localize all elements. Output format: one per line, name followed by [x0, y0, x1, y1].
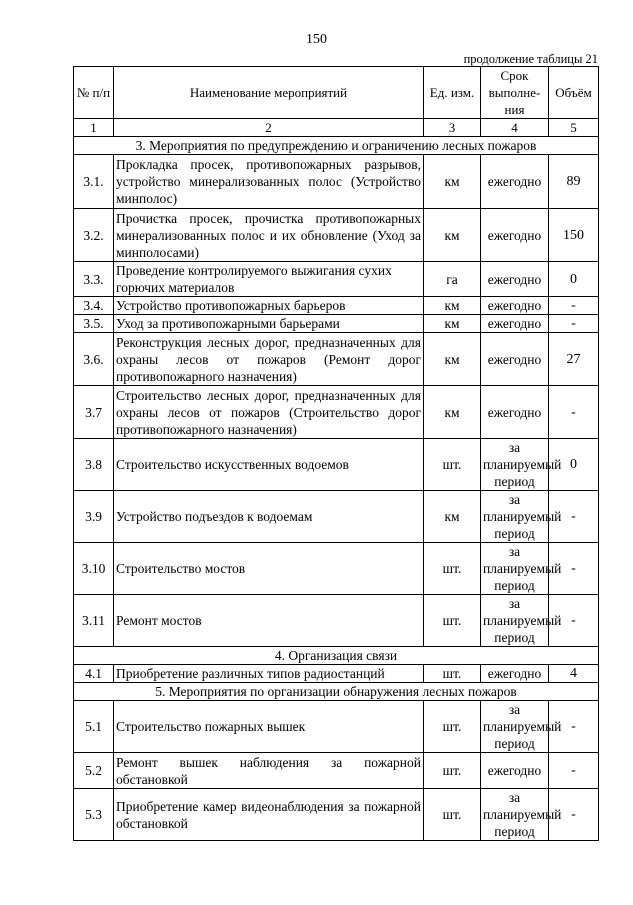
- row-unit: км: [424, 386, 481, 439]
- row-period: ежегодно: [481, 297, 549, 315]
- row-unit: км: [424, 315, 481, 333]
- header-num: № п/п: [74, 67, 114, 119]
- row-volume: 0: [549, 439, 599, 491]
- row-unit: шт.: [424, 701, 481, 753]
- row-volume: 0: [549, 262, 599, 297]
- row-unit: км: [424, 155, 481, 209]
- row-num: 3.6.: [74, 333, 114, 386]
- row-period: за планируемый период: [481, 595, 549, 647]
- table-row: [74, 665, 599, 683]
- table-row: [74, 297, 599, 315]
- table-row: [74, 386, 599, 439]
- row-period: ежегодно: [481, 753, 549, 789]
- row-unit: га: [424, 262, 481, 297]
- column-number: 1: [74, 119, 114, 137]
- row-volume: -: [549, 491, 599, 543]
- row-unit: км: [424, 297, 481, 315]
- row-num: 5.2: [74, 753, 114, 789]
- table-row: [74, 315, 599, 333]
- row-name: Устройство противопожарных барьеров: [114, 297, 424, 315]
- row-name: Строительство пожарных вышек: [114, 701, 424, 753]
- row-period: за планируемый период: [481, 789, 549, 841]
- measures-table: [73, 66, 599, 841]
- row-num: 3.10: [74, 543, 114, 595]
- table-row: [74, 543, 599, 595]
- row-name: Приобретение камер видеонаблюдения за пожарной обстановкой: [114, 789, 424, 841]
- table-continuation-label: продолжение таблицы 21: [463, 52, 598, 66]
- table-row: [74, 333, 599, 386]
- row-period: ежегодно: [481, 333, 549, 386]
- column-number: 4: [481, 119, 549, 137]
- row-name: Устройство подъездов к водоемам: [114, 491, 424, 543]
- header-volume: Объём: [549, 67, 599, 119]
- section-title: 4. Организация связи: [74, 647, 599, 665]
- row-name: Ремонт вышек наблюдения за пожарной обстановкой: [114, 753, 424, 789]
- row-name: Строительство искусственных водоемов: [114, 439, 424, 491]
- row-volume: -: [549, 297, 599, 315]
- header-unit: Ед. изм.: [424, 67, 481, 119]
- row-unit: шт.: [424, 753, 481, 789]
- row-name: Уход за противопожарными барьерами: [114, 315, 424, 333]
- row-num: 3.8: [74, 439, 114, 491]
- table-row: [74, 155, 599, 209]
- row-period: ежегодно: [481, 155, 549, 209]
- table-row: [74, 753, 599, 789]
- row-unit: шт.: [424, 665, 481, 683]
- row-name: Приобретение различных типов радиостанций: [114, 665, 424, 683]
- row-volume: -: [549, 595, 599, 647]
- header-name: Наименование мероприятий: [114, 67, 424, 119]
- row-period: за планируемый период: [481, 543, 549, 595]
- row-num: 4.1: [74, 665, 114, 683]
- row-unit: км: [424, 333, 481, 386]
- row-period: ежегодно: [481, 386, 549, 439]
- row-unit: км: [424, 491, 481, 543]
- row-unit: шт.: [424, 789, 481, 841]
- table-header-row: [74, 67, 599, 119]
- table-row: [74, 262, 599, 297]
- row-num: 3.11: [74, 595, 114, 647]
- row-volume: -: [549, 543, 599, 595]
- row-period: за планируемый период: [481, 491, 549, 543]
- row-period: ежегодно: [481, 665, 549, 683]
- table-row: [74, 439, 599, 491]
- row-period: ежегодно: [481, 209, 549, 262]
- row-unit: км: [424, 209, 481, 262]
- row-volume: 89: [549, 155, 599, 209]
- table-row: [74, 595, 599, 647]
- row-name: Строительство мостов: [114, 543, 424, 595]
- section-row: [74, 137, 599, 155]
- row-num: 3.5.: [74, 315, 114, 333]
- row-unit: шт.: [424, 439, 481, 491]
- row-volume: 4: [549, 665, 599, 683]
- row-volume: 150: [549, 209, 599, 262]
- column-number-row: [74, 119, 599, 137]
- row-period: ежегодно: [481, 262, 549, 297]
- row-num: 5.3: [74, 789, 114, 841]
- table-row: [74, 209, 599, 262]
- row-num: 3.4.: [74, 297, 114, 315]
- row-name: Строительство лесных дорог, предназначенных для охраны лесов от пожаров (Строительство дорог противопожарного назначения): [114, 386, 424, 439]
- row-name: Ремонт мостов: [114, 595, 424, 647]
- row-name: Проведение контролируемого выжигания сухих горючих материалов: [114, 262, 424, 297]
- row-period: за планируемый период: [481, 701, 549, 753]
- table-row: [74, 789, 599, 841]
- table-row: [74, 491, 599, 543]
- row-period: ежегодно: [481, 315, 549, 333]
- row-name: Прочистка просек, прочистка противопожарных минерализованных полос и их обновление (Уход за минполосами): [114, 209, 424, 262]
- table-row: [74, 701, 599, 753]
- row-num: 3.1.: [74, 155, 114, 209]
- row-name: Реконструкция лесных дорог, предназначенных для охраны лесов от пожаров (Ремонт дорог противопожарного назначения): [114, 333, 424, 386]
- row-unit: шт.: [424, 595, 481, 647]
- row-volume: -: [549, 386, 599, 439]
- section-title: 3. Мероприятия по предупреждению и ограничению лесных пожаров: [74, 137, 599, 155]
- row-unit: шт.: [424, 543, 481, 595]
- row-name: Прокладка просек, противопожарных разрывов, устройство минерализованных полос (Устройство минполос): [114, 155, 424, 209]
- column-number: 3: [424, 119, 481, 137]
- row-volume: -: [549, 315, 599, 333]
- section-row: [74, 647, 599, 665]
- column-number: 2: [114, 119, 424, 137]
- row-num: 3.9: [74, 491, 114, 543]
- row-num: 3.3.: [74, 262, 114, 297]
- row-num: 3.7: [74, 386, 114, 439]
- row-period: за планируемый период: [481, 439, 549, 491]
- section-title: 5. Мероприятия по организации обнаружения лесных пожаров: [74, 683, 599, 701]
- section-row: [74, 683, 599, 701]
- row-volume: -: [549, 753, 599, 789]
- column-number: 5: [549, 119, 599, 137]
- row-volume: -: [549, 701, 599, 753]
- row-volume: -: [549, 789, 599, 841]
- header-period: Срок выполне-ния: [481, 67, 549, 119]
- page-number: 150: [306, 32, 327, 47]
- row-num: 3.2.: [74, 209, 114, 262]
- row-num: 5.1: [74, 701, 114, 753]
- row-volume: 27: [549, 333, 599, 386]
